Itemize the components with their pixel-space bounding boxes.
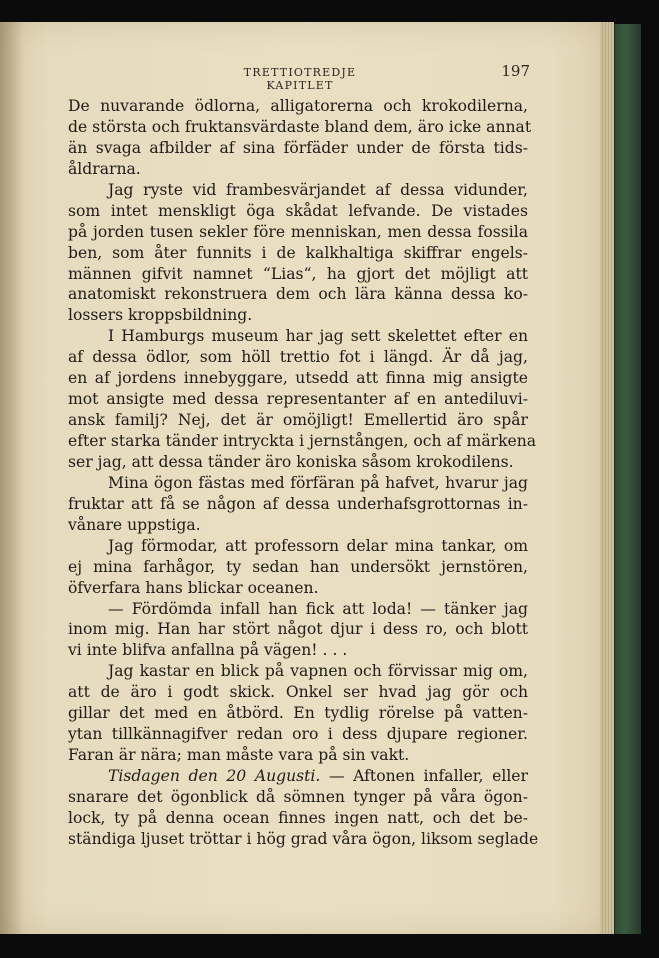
text-line: mot ansigte med dessa representanter af en antediluvi- (68, 390, 528, 409)
text-line: männen gifvit namnet “Lias“, ha gjort det möjligt att (68, 264, 528, 283)
text-line: Jag kastar en blick på vapnen och förvissar mig om, (108, 662, 528, 681)
text-line: I Hamburgs museum har jag sett skelettet efter en (108, 327, 528, 346)
running-head: TRETTIOTREDJE KAPITLET (243, 66, 357, 92)
text-line: af dessa ödlor, som höll trettio fot i längd. Är då jag, (68, 348, 528, 367)
body-text (68, 96, 539, 850)
text-line: en af jordens innebyggare, utsedd att finna mig ansigte (68, 369, 528, 388)
text-line: vi inte blifva anfallna på vägen! . . . (68, 641, 348, 660)
text-line: Jag förmodar, att professorn delar mina tankar, om (108, 536, 528, 555)
text-line: — Fördömda infall han fick att loda! — tänker jag (108, 599, 528, 618)
text-line: ser jag, att dessa tänder äro koniska såsom krokodilens. (68, 452, 514, 471)
text-line: ständiga ljuset tröttar i hög grad våra ögon, liksom seglade (68, 829, 539, 848)
text-line: de största och fruktansvärdaste bland dem, äro icke annat (68, 117, 532, 136)
text-line: lock, ty på denna ocean finnes ingen natt, och det be- (68, 808, 528, 827)
text-line: gillar det med en åtbörd. En tydlig rörelse på vatten- (68, 704, 528, 723)
text-line: Faran är nära; man måste vara på sin vakt. (68, 746, 410, 765)
text-line: som intet menskligt öga skådat lefvande. De vistades (68, 201, 528, 220)
text-line: fruktar att få se någon af dessa underhafsgrottornas in- (68, 494, 528, 513)
text-lines (68, 96, 537, 766)
gutter-shadow (0, 22, 24, 934)
dated-line-rest: — Aftonen infaller, eller (320, 767, 528, 785)
book-cover (614, 24, 641, 934)
text-line: ytan tillkännagifver redan oro i dess djupare regioner. (68, 725, 528, 744)
text-line: öfverfara hans blickar oceanen. (68, 578, 319, 597)
text-line: vånare uppstiga. (68, 515, 201, 534)
page-number: 197 (501, 62, 530, 80)
text-line: De nuvarande ödlorna, alligatorerna och krokodilerna, (68, 97, 528, 115)
text-line: efter starka tänder intryckta i jernstången, och af märkena (68, 432, 537, 450)
page-edges (600, 22, 614, 934)
text-line: att de äro i godt skick. Onkel ser hvad jag gör och (68, 683, 528, 702)
date-heading: Tisdagen den 20 Augusti. (108, 767, 321, 785)
text-line: Mina ögon fästas med förfäran på hafvet, hvarur jag (108, 473, 528, 492)
text-line: Jag ryste vid frambesvärjandet af dessa vidunder, (108, 180, 528, 199)
dated-line (68, 766, 528, 787)
text-line: ansk familj? Nej, det är omöjligt! Emellertid äro spår (68, 411, 528, 430)
text-line: ej mina farhågor, ty sedan han undersökt jernstören, (68, 557, 528, 576)
closing-lines (68, 787, 539, 850)
text-line: än svaga afbilder af sina förfäder under de första tids- (68, 138, 528, 157)
text-line: lossers kroppsbildning. (68, 306, 253, 325)
text-line: åldrarna. (68, 159, 141, 178)
text-line: snarare det ögonblick då sömnen tynger på våra ögon- (68, 787, 528, 806)
text-line: anatomiskt rekonstruera dem och lära känna dessa ko- (68, 285, 528, 304)
text-line: inom mig. Han har stört något djur i dess ro, och blott (68, 620, 528, 639)
text-line: ben, som åter funnits i de kalkhaltiga skiffrar engels- (68, 243, 528, 262)
text-line: på jorden tusen sekler före menniskan, men dessa fossila (68, 222, 528, 241)
